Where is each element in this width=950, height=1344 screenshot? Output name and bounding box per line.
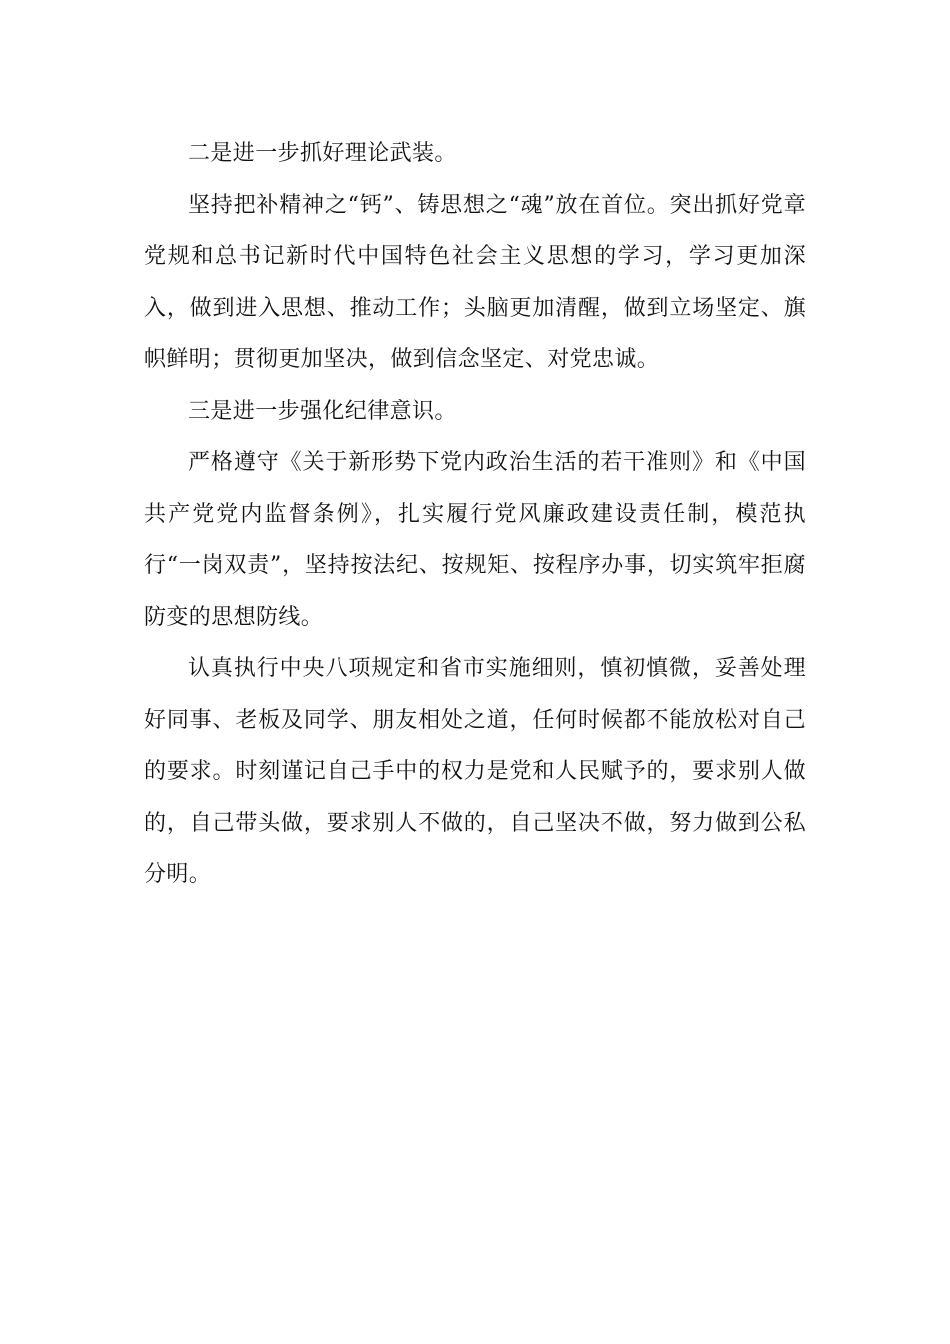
document-body bbox=[144, 128, 806, 901]
heading-theory-arming: 二是进一步抓好理论武装。 bbox=[188, 141, 457, 166]
paragraph-eight-regulations: 认真执行中央八项规定和省市实施细则，慎初慎微，妥善处理好同事、老板及同学、朋友相处之道，任何时候都不能放松对自己的要求。时刻谨记自己手中的权力是党和人民赋予的，要求别人做的，自己带头做，要求别人不做的，自己坚决不做，努力做到公私分明。 bbox=[144, 656, 806, 887]
heading-discipline-awareness: 三是进一步强化纪律意识。 bbox=[188, 398, 457, 424]
paragraph-discipline-rules: 严格遵守《关于新形势下党内政治生活的若干准则》和《中国共产党党内监督条例》，扎实履行党风廉政建设责任制，模范执行“一岗双责”，坚持按法纪、按规矩、按程序办事，切实筑牢拒腐防变的思想防线。 bbox=[144, 450, 806, 630]
paragraph-theory-study: 坚持把补精神之“钙”、铸思想之“魂”放在首位。突出抓好党章党规和总书记新时代中国特色社会主义思想的学习，学习更加深入，做到进入思想、推动工作；头脑更加清醒，做到立场坚定、旗帜鲜明；贯彻更加坚决，做到信念坚定、对党忠诚。 bbox=[144, 192, 806, 372]
